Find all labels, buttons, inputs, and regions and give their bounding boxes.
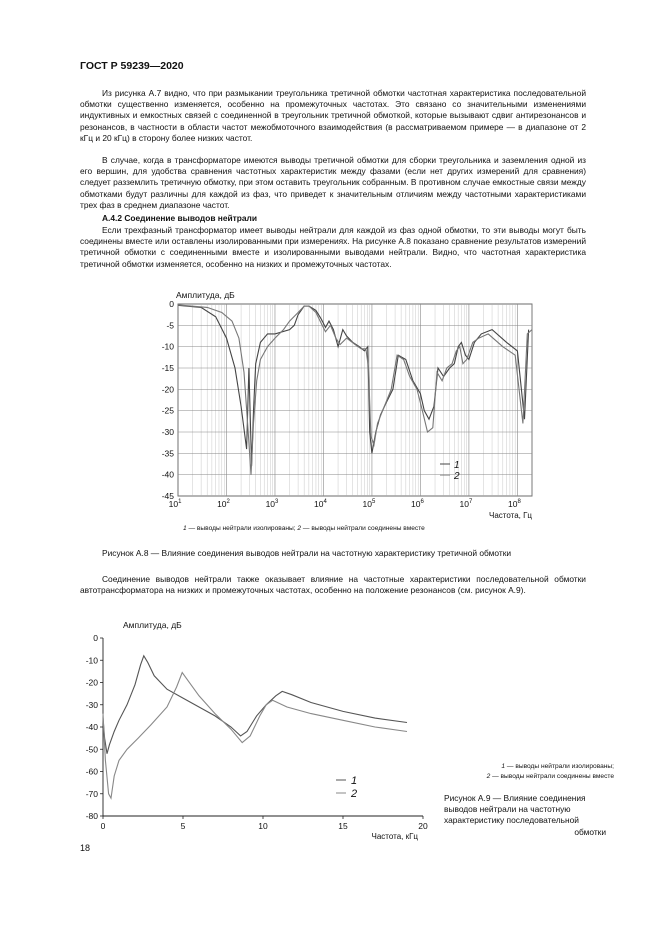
x-tick-label: 5 xyxy=(180,821,186,831)
y-tick-label: -80 xyxy=(85,811,98,821)
figure-a9-caption xyxy=(444,793,614,838)
y-tick-label: 0 xyxy=(93,633,98,643)
y-tick-label: 0 xyxy=(169,299,174,309)
x-tick-label: 0 xyxy=(100,821,106,831)
caption-line: выводов нейтрали на частотную xyxy=(444,804,571,815)
y-axis-label: Амплитуда, дБ xyxy=(123,620,182,630)
legend-entry: 2 xyxy=(454,471,460,482)
y-tick-label: -35 xyxy=(161,448,174,459)
paragraph-4: Соединение выводов нейтрали также оказывает влияние на частотные характеристики последовательной обмотки автотрансформатора на низких и промежуточных частотах, особенно на положение резонансов (см. рисунок А.9). xyxy=(80,574,586,596)
x-tick-label: $10^7$ xyxy=(459,499,473,509)
legend-entry: 1 xyxy=(351,775,358,787)
y-tick-label: -50 xyxy=(85,744,98,755)
x-tick-label: $10^6$ xyxy=(411,499,424,509)
x-tick-label: 20 xyxy=(418,821,428,831)
y-tick-label: -20 xyxy=(161,384,174,395)
paragraph-3: Если трехфазный трансформатор имеет выводы нейтрали для каждой из фаз одной обмотки, то эти выводы могут быть соединены вместе или оставлены изолированными при измерениях. На рисунке А.8 показано сравнение результатов измерений третичной обмотки с соединенными вместе и изолированными выводами нейтрали. Видно, что частотная характеристика третичной обмотки изменяется, особенно на низких и промежуточных частотах. xyxy=(80,225,586,269)
legend-entry: 1 xyxy=(454,460,460,471)
y-tick-label: -30 xyxy=(161,427,174,437)
y-axis-label: Амплитуда, дБ xyxy=(176,290,235,300)
y-tick-label: -60 xyxy=(85,766,98,777)
legend-note-num-1: 1 xyxy=(501,763,506,770)
legend-note-num-1: 1 xyxy=(183,525,187,532)
y-tick-label: -5 xyxy=(166,320,174,331)
figure-a8-legend-note xyxy=(183,525,425,532)
x-axis-label: Частота, Гц xyxy=(488,511,532,520)
figure-a8-caption: Рисунок А.8 — Влияние соединения выводов нейтрали на частотную характеристику третичной обмотки xyxy=(102,548,512,558)
x-tick-label: $10^1$ xyxy=(168,499,182,509)
series-2-line xyxy=(103,673,407,799)
legend-note-num-2: 2 xyxy=(297,525,302,532)
series-1-line xyxy=(178,305,529,466)
y-tick-label: -45 xyxy=(161,491,174,501)
caption-line: Рисунок А.9 — Влияние соединения xyxy=(444,793,586,803)
x-tick-label: $10^2$ xyxy=(217,499,230,509)
series-1-line xyxy=(103,656,407,754)
y-tick-label: -40 xyxy=(161,469,174,480)
legend-entry: 2 xyxy=(351,788,358,800)
legend-note-text-2: — выводы нейтрали соединены вместе xyxy=(490,773,614,780)
y-tick-label: -15 xyxy=(161,363,174,373)
x-tick-label: $10^3$ xyxy=(265,499,279,509)
x-tick-label: 15 xyxy=(338,821,348,831)
x-tick-label: 10 xyxy=(258,821,268,831)
y-tick-label: -70 xyxy=(85,788,98,799)
x-tick-label: $10^8$ xyxy=(507,499,521,509)
caption-line: характеристику последовательной xyxy=(444,815,579,826)
legend-note-text-2: — выводы нейтрали соединены вместе xyxy=(301,525,425,532)
figure-a9-legend-note xyxy=(452,762,614,782)
section-subheading: А.4.2 Соединение выводов нейтрали xyxy=(102,213,257,223)
plot-frame xyxy=(178,304,532,496)
y-tick-label: -40 xyxy=(85,722,98,732)
legend-note-text-1: — выводы нейтрали изолированы; xyxy=(186,525,298,532)
figure-a9-chart xyxy=(66,612,446,844)
x-axis-label: Частота, кГц xyxy=(371,832,418,841)
y-tick-label: -20 xyxy=(85,677,98,688)
y-tick-label: -10 xyxy=(85,655,98,666)
document-header: ГОСТ Р 59239—2020 xyxy=(80,60,184,72)
legend-note-text-1: — выводы нейтрали изолированы; xyxy=(505,763,614,770)
paragraph-1: Из рисунка А.7 видно, что при размыкании треугольника третичной обмотки частотная характеристика последовательной обмотки существенно изменяется, особенно на промежуточных частотах. Это связано со значительными изменениями индуктивных и емкостных связей с соединенной в треугольник третичной обмоткой, которые вызывают сдвиг антирезонансов и резонансов, в частности в области частот межобмоточного взаимодействия (в рассматриваемом примере — в диапазоне от 2 кГц и 20 кГц) в сторону более низких частот. xyxy=(80,88,586,143)
y-tick-label: -30 xyxy=(85,699,98,710)
series-2-line xyxy=(178,305,532,475)
x-tick-label: $10^4$ xyxy=(314,499,327,509)
page-number: 18 xyxy=(80,843,91,853)
caption-line: обмотки xyxy=(574,826,606,837)
paragraph-2: В случае, когда в трансформаторе имеются выводы третичной обмотки для сборки треугольника и заземления одной из его вершин, для удобства сравнения частотных характеристик между фазами (если нет других измерений для сравнения) следует разземлить третичную обмотку, при этом оставить треугольник собранным. В противном случае емкостные связи между обмотками будут различны для каждой из фаз, что приведет к значительным отличиям между частотными характеристиками трех фаз в среднем диапазоне частот. xyxy=(80,155,586,210)
y-tick-label: -25 xyxy=(161,405,174,416)
legend-note-num-2: 2 xyxy=(486,773,491,780)
y-tick-label: -10 xyxy=(161,341,174,352)
x-tick-label: $10^5$ xyxy=(362,499,376,509)
figure-a8-chart xyxy=(150,282,550,520)
